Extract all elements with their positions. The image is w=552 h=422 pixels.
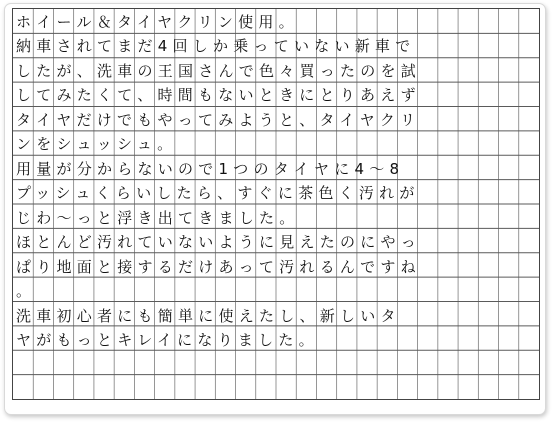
text-line: ほとんど汚れていないように見えたのにやっ (16, 233, 422, 251)
manuscript-grid-paper (12, 8, 540, 400)
handwritten-text (13, 9, 539, 399)
text-line: 洗車初心者にも簡単に使えたし、新しいタ (16, 307, 401, 325)
text-line: ンをシュッシュ。 (16, 135, 178, 153)
text-line (13, 353, 539, 377)
text-line: 。 (16, 282, 37, 300)
text-line: 納車されてまだ4回しか乗っていない新車で (16, 37, 416, 55)
review-card (4, 3, 546, 415)
text-line: 用量が分からないので1つのタイヤに4〜8 (16, 160, 405, 178)
text-line: ホイール＆タイヤクリン使用。 (16, 13, 299, 31)
text-line: してみたくて、時間もないときにとりあえず (16, 86, 421, 104)
text-line: タイヤだけでもやってみようと、タイヤクリ (16, 111, 421, 129)
text-line: したが、洗車の王国さんで色々買ったのを試 (16, 62, 422, 80)
text-line: じわ〜っと浮き出てきました。 (16, 209, 300, 227)
text-line: ヤがもっとキレイになりました。 (16, 331, 319, 349)
text-line (13, 377, 539, 401)
text-line: ぱり地面と接するだけあって汚れるんですね (16, 258, 421, 276)
text-line: プッシュくらいしたら、すぐに茶色く汚れが (16, 184, 420, 202)
